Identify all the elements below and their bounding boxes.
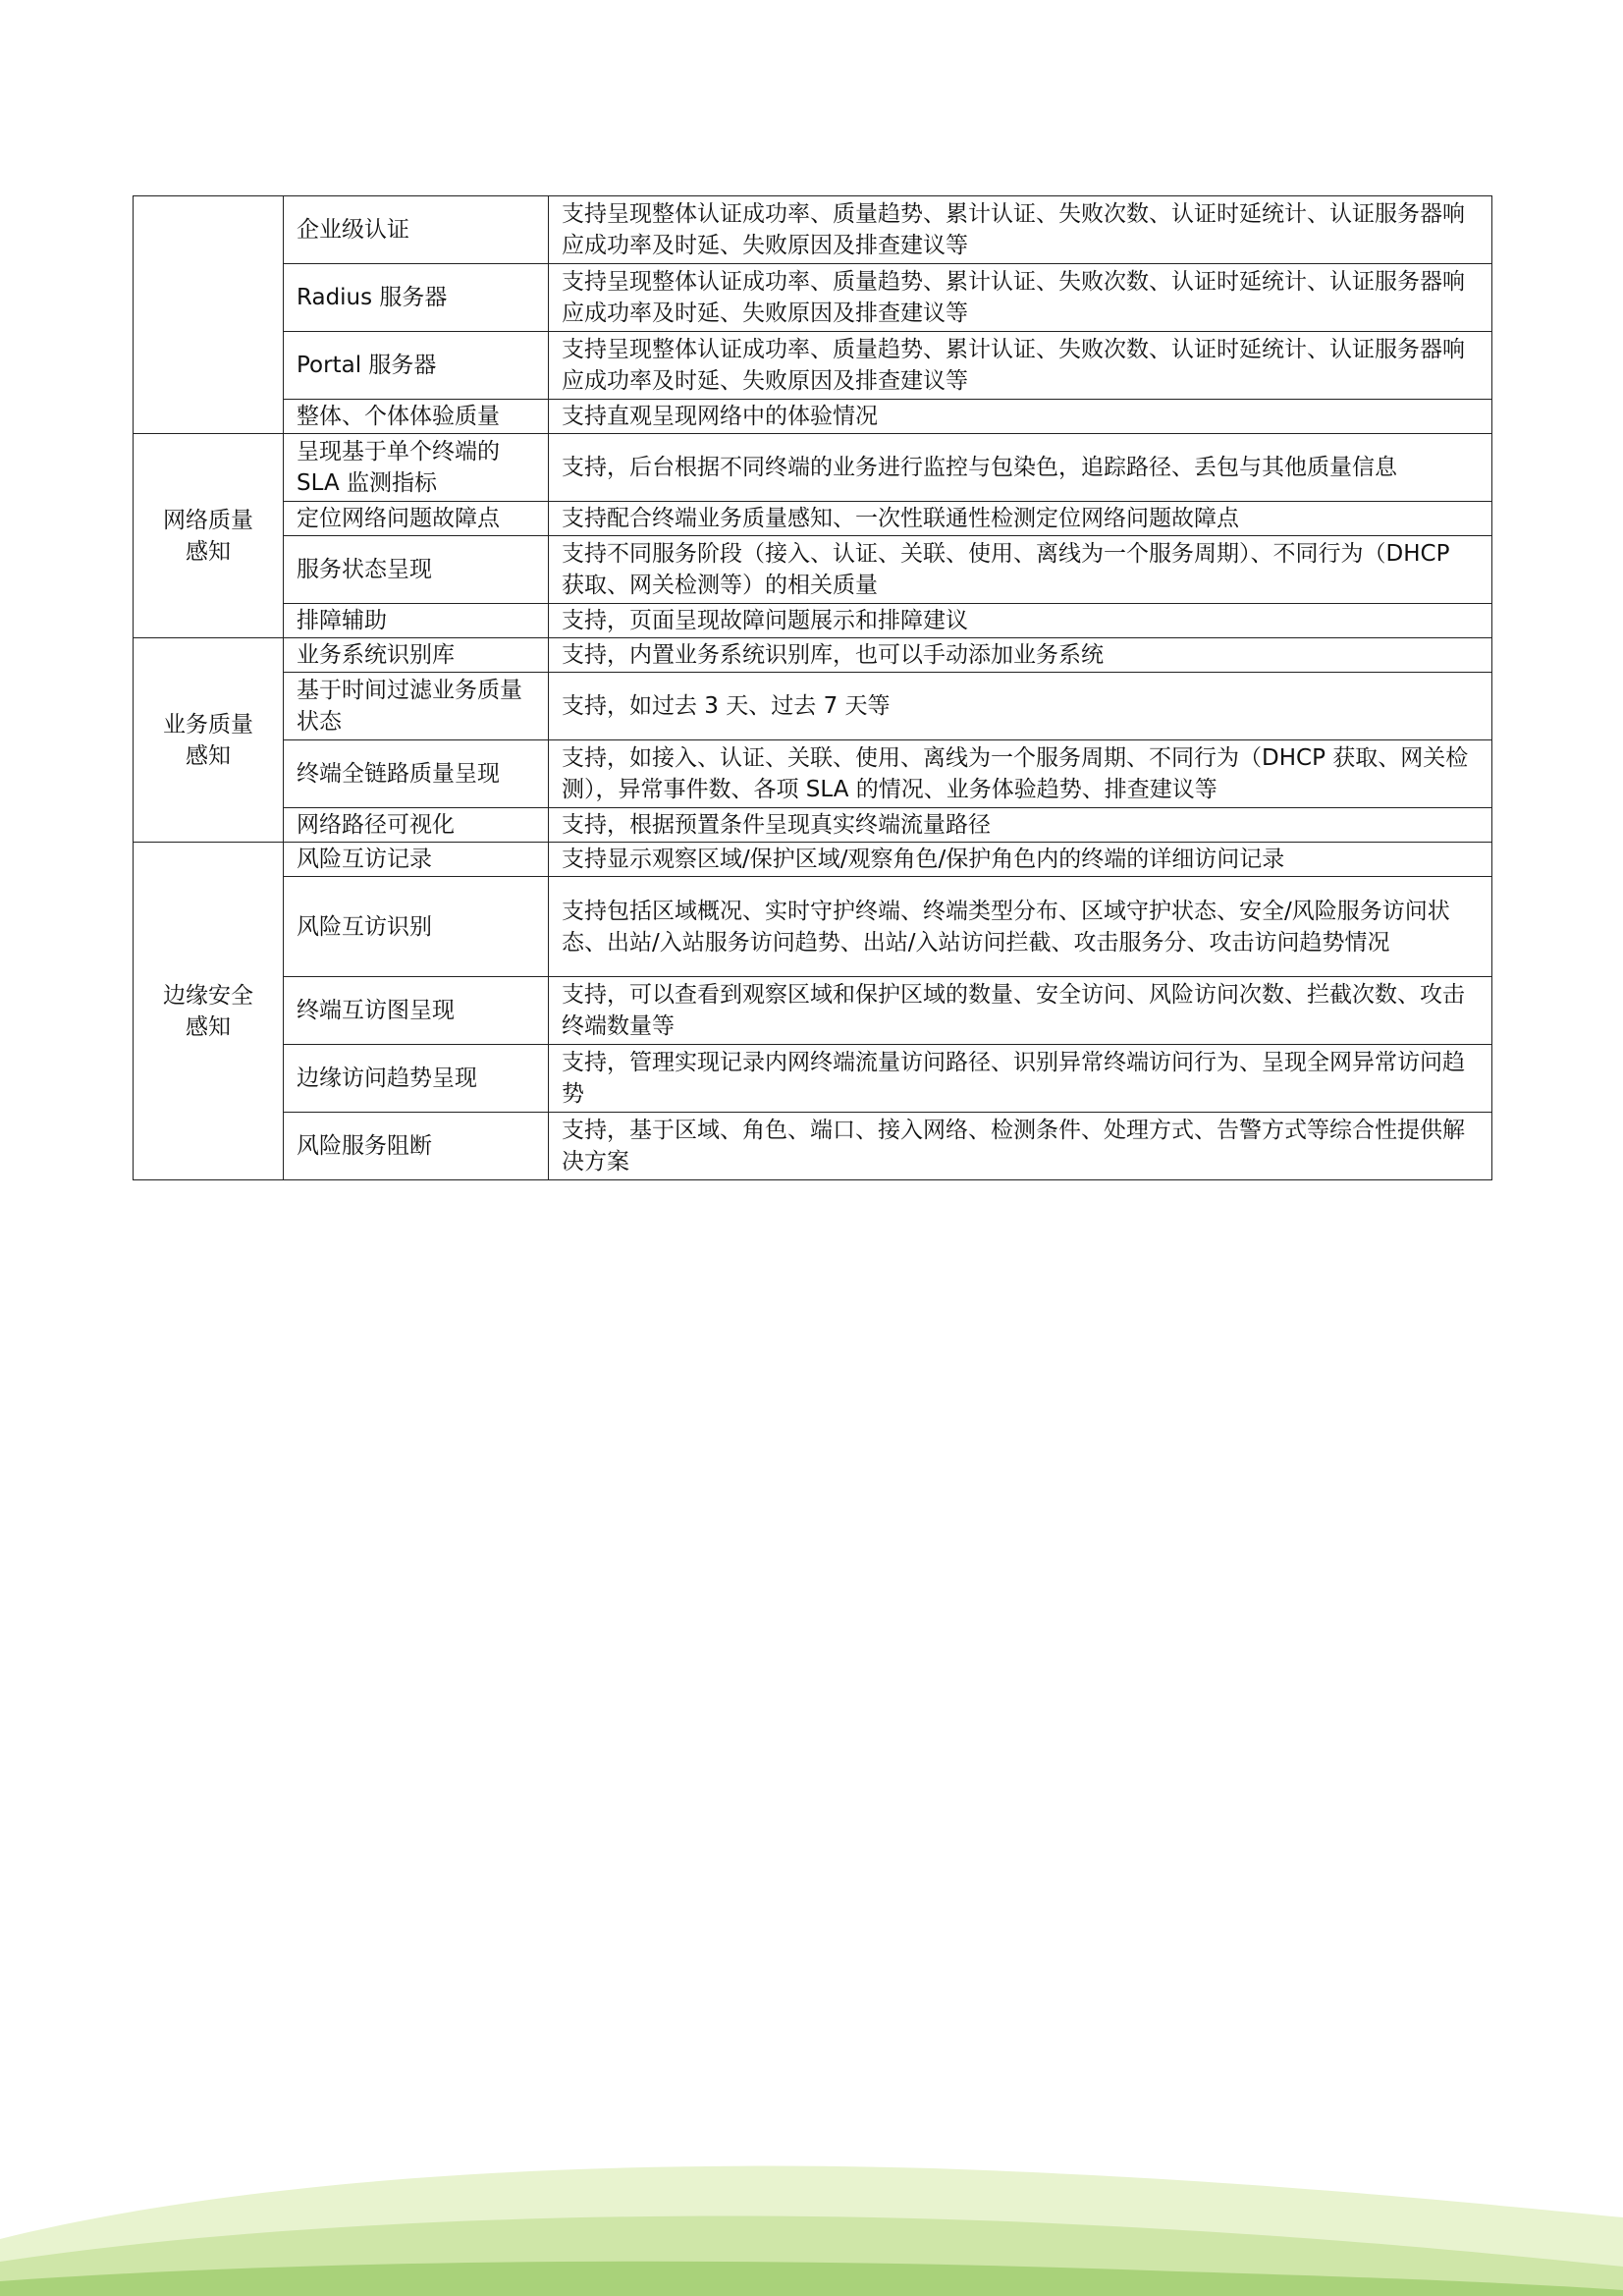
feature-cell: 网络路径可视化 (284, 808, 549, 843)
table-row (134, 434, 1492, 502)
table-row (134, 196, 1492, 264)
footer-wave-decoration (0, 2159, 1623, 2296)
description-cell: 支持，可以查看到观察区域和保护区域的数量、安全访问、风险访问次数、拦截次数、攻击终端数量等 (549, 977, 1492, 1045)
feature-cell: 基于时间过滤业务质量状态 (284, 673, 549, 740)
table-row (134, 400, 1492, 434)
table-row (134, 536, 1492, 604)
description-cell: 支持显示观察区域/保护区域/观察角色/保护角色内的终端的详细访问记录 (549, 843, 1492, 877)
category-cell: 网络质量感知 (134, 434, 284, 638)
feature-cell: 终端全链路质量呈现 (284, 740, 549, 808)
feature-cell: 边缘访问趋势呈现 (284, 1045, 549, 1113)
table-row (134, 332, 1492, 400)
description-cell: 支持呈现整体认证成功率、质量趋势、累计认证、失败次数、认证时延统计、认证服务器响应成功率及时延、失败原因及排查建议等 (549, 264, 1492, 332)
description-cell: 支持，内置业务系统识别库，也可以手动添加业务系统 (549, 638, 1492, 673)
description-cell: 支持，页面呈现故障问题展示和排障建议 (549, 604, 1492, 638)
category-cell: 业务质量感知 (134, 638, 284, 843)
feature-cell: 呈现基于单个终端的 SLA 监测指标 (284, 434, 549, 502)
description-cell: 支持不同服务阶段（接入、认证、关联、使用、离线为一个服务周期）、不同行为（DHCP 获取、网关检测等）的相关质量 (549, 536, 1492, 604)
table-row (134, 264, 1492, 332)
feature-spec-table (133, 195, 1492, 1180)
feature-cell: 排障辅助 (284, 604, 549, 638)
feature-cell: 风险互访记录 (284, 843, 549, 877)
description-cell: 支持包括区域概况、实时守护终端、终端类型分布、区域守护状态、安全/风险服务访问状态、出站/入站服务访问趋势、出站/入站访问拦截、攻击服务分、攻击访问趋势情况 (549, 877, 1492, 977)
description-cell: 支持，如过去 3 天、过去 7 天等 (549, 673, 1492, 740)
description-cell: 支持，后台根据不同终端的业务进行监控与包染色，追踪路径、丢包与其他质量信息 (549, 434, 1492, 502)
table-row (134, 502, 1492, 536)
feature-cell: 定位网络问题故障点 (284, 502, 549, 536)
table-row (134, 740, 1492, 808)
table-row (134, 604, 1492, 638)
table-row (134, 808, 1492, 843)
description-cell: 支持配合终端业务质量感知、一次性联通性检测定位网络问题故障点 (549, 502, 1492, 536)
description-cell: 支持直观呈现网络中的体验情况 (549, 400, 1492, 434)
feature-cell: 业务系统识别库 (284, 638, 549, 673)
feature-cell: 服务状态呈现 (284, 536, 549, 604)
description-cell: 支持呈现整体认证成功率、质量趋势、累计认证、失败次数、认证时延统计、认证服务器响应成功率及时延、失败原因及排查建议等 (549, 332, 1492, 400)
description-cell: 支持，基于区域、角色、端口、接入网络、检测条件、处理方式、告警方式等综合性提供解决方案 (549, 1113, 1492, 1180)
table-row (134, 673, 1492, 740)
table-row (134, 977, 1492, 1045)
feature-cell: Radius 服务器 (284, 264, 549, 332)
table-row (134, 1113, 1492, 1180)
table-row (134, 843, 1492, 877)
description-cell: 支持呈现整体认证成功率、质量趋势、累计认证、失败次数、认证时延统计、认证服务器响应成功率及时延、失败原因及排查建议等 (549, 196, 1492, 264)
feature-cell: 风险互访识别 (284, 877, 549, 977)
feature-cell: Portal 服务器 (284, 332, 549, 400)
table-row (134, 638, 1492, 673)
feature-cell: 风险服务阻断 (284, 1113, 549, 1180)
feature-cell: 整体、个体体验质量 (284, 400, 549, 434)
table-row (134, 877, 1492, 977)
feature-cell: 终端互访图呈现 (284, 977, 549, 1045)
description-cell: 支持，根据预置条件呈现真实终端流量路径 (549, 808, 1492, 843)
category-cell (134, 196, 284, 434)
description-cell: 支持，管理实现记录内网终端流量访问路径、识别异常终端访问行为、呈现全网异常访问趋势 (549, 1045, 1492, 1113)
table-row (134, 1045, 1492, 1113)
description-cell: 支持，如接入、认证、关联、使用、离线为一个服务周期、不同行为（DHCP 获取、网关检测），异常事件数、各项 SLA 的情况、业务体验趋势、排查建议等 (549, 740, 1492, 808)
category-cell: 边缘安全感知 (134, 843, 284, 1180)
feature-cell: 企业级认证 (284, 196, 549, 264)
